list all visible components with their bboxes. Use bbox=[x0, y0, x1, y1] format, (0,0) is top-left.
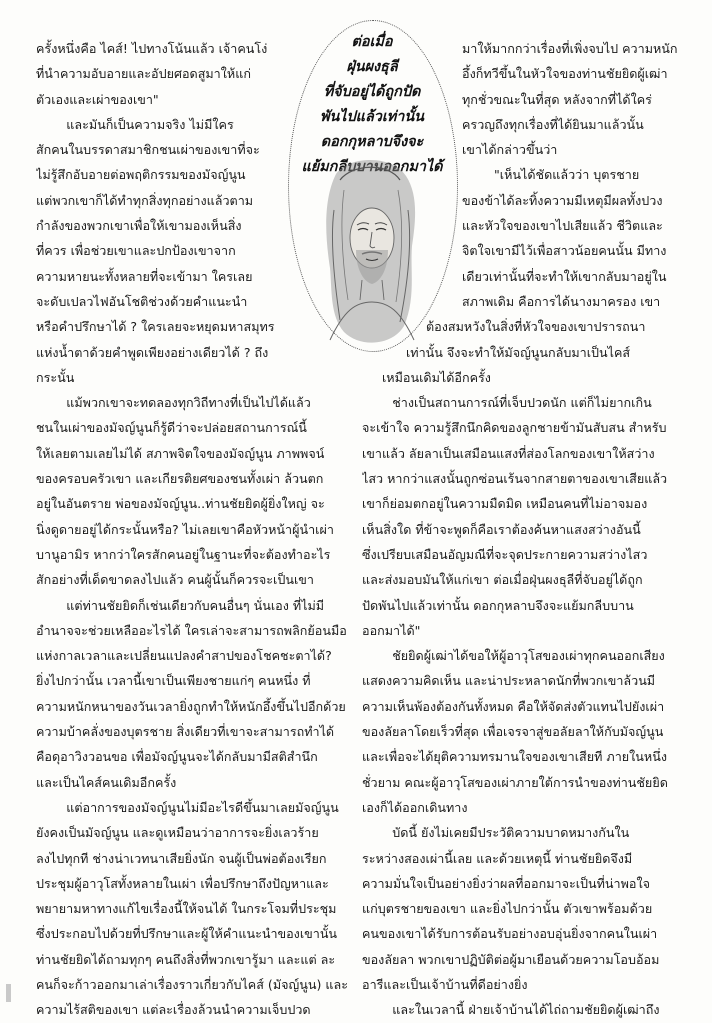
text-line: สภาพเดิม คือการได้นางมาครอง เขา bbox=[462, 293, 661, 309]
text-line: แต่ท่านชัยยิดก็เช่นเดียวกับคนอื่นๆ นั่นเอง ที่ไม่มี bbox=[66, 597, 325, 613]
text-line: อำนาจจะช่วยเหลืออะไรได้ ใครเล่าจะสามารถพลิกย้อนมือ bbox=[36, 622, 347, 638]
text-line: ครั้งหนึ่งคือ ไคส์! ไปทางโน้นแล้ว เจ้าคนโง่ bbox=[36, 41, 268, 56]
text-line: ความมั่นใจเป็นอย่างยิ่งว่าผลที่ออกมาจะเป็นที่น่าพอใจ bbox=[362, 875, 651, 891]
text-line: เองก็ได้ออกเดินทาง bbox=[362, 799, 468, 815]
pull-quote-line: ดอกกุหลาบจึงจะ bbox=[320, 134, 424, 150]
text-line: สักคนในบรรดาสมาชิกชนเผ่าของเขาที่จะ bbox=[36, 142, 260, 158]
text-line: ชนในเผ่าของมัจญ์นูนก็รู้ดีว่าจะปล่อยสถานการณ์นี้ bbox=[36, 420, 307, 436]
pull-quote-line: แย้มกลีบบานออกมาได้ bbox=[301, 159, 443, 175]
text-line: อึ้งก็ทวีขึ้นในหัวใจของท่านชัยยิดผู้เฒ่า bbox=[462, 66, 668, 82]
text-line: ที่นำความอับอายและอัปยศอดสูมาให้แก่ bbox=[36, 66, 251, 82]
text-line: กำลังของพวกเขาเพื่อให้เขามองเห็นสิ่ง bbox=[36, 218, 242, 234]
text-line: จะดับเปลวไฟอันโชติช่วงด้วยคำแนะนำ bbox=[36, 293, 248, 309]
text-line: นิ่งดูดายอยู่ได้กระนั้นหรือ? ไม่เลยเขาคือหัวหน้าผู้นำเผ่า bbox=[36, 521, 334, 537]
text-line: เขาก็ย่อมตกอยู่ในความมืดมิด เหมือนคนที่ไม่อาจมอง bbox=[362, 496, 648, 512]
pull-quote-line: พันไปแล้วเท่านั้น bbox=[319, 109, 425, 125]
text-line: ประชุมผู้อาวุโสทั้งหลายในเผ่า เพื่อปรึกษาถึงปัญหาและ bbox=[36, 875, 329, 891]
text-line: ของข้าได้ละทิ้งความมีเหตุมีผลทั้งปวง bbox=[462, 192, 663, 208]
text-line: ให้เลยตามเลยไม่ได้ สภาพจิตใจของมัจญ์นูน ภาพพจน์ bbox=[36, 445, 325, 461]
pull-quote-line: ฝุ่นผงธุลี bbox=[346, 59, 398, 75]
text-line: อยู่ในอันตราย พ่อของมัจญ์นูน..ท่านชัยยิดผู้ยิ่งใหญ่ จะ bbox=[36, 496, 325, 512]
text-line: พยายามหาทางแก้ไขเรื่องนี้ให้จนได้ ในกระโจมที่ประชุม bbox=[36, 901, 337, 917]
text-line: ออกมาได้" bbox=[362, 622, 421, 638]
text-line: ครวญถึงทุกเรื่องที่ได้ยินมาแล้วนั้น bbox=[462, 116, 644, 132]
text-line: ซึ่งประกอบไปด้วยที่ปรึกษาและผู้ให้คำแนะนำของเขานั้น bbox=[36, 926, 338, 942]
text-line: กระนั้น bbox=[36, 369, 75, 385]
text-line: ชัยยิดผู้เฒ่าได้ขอให้ผู้อาวุโสของเผ่าทุกคนออกเสียง bbox=[392, 648, 665, 664]
text-line: ความหายนะทั้งหลายที่จะเข้ามา ใครเลย bbox=[36, 268, 253, 284]
text-line: บัดนี้ ยังไม่เคยมีประวัติความบาดหมางกันใน bbox=[392, 825, 630, 841]
text-line: ลงไปทุกที ช่างน่าเวทนาเสียยิ่งนัก จนผู้เป็นพ่อต้องเรียก bbox=[36, 850, 327, 866]
text-line: อารีและเป็นเจ้าบ้านที่ดีอย่างยิ่ง bbox=[362, 976, 528, 992]
text-line: เห็นสิ่งใด ที่ข้าจะพูดก็คือเราต้องค้นหาแสงสว่างอันนี้ bbox=[362, 521, 641, 537]
text-line: หรือคำปรึกษาได้ ? ใครเลยจะหยุดมหาสมุทร bbox=[36, 319, 275, 335]
text-line: แห่งกาลเวลาและเปลี่ยนแปลงคำสาปของโชคชะตาได้? bbox=[36, 648, 332, 664]
text-line: ชั่วยาม คณะผู้อาวุโสของเผ่าภายใต้การนำของท่านชัยยิด bbox=[362, 774, 668, 790]
text-line: ต้องสมหวังในสิ่งที่หัวใจของเขาปรารถนา bbox=[426, 319, 646, 335]
text-line: แสดงความคิดเห็น และน่าประหลาดนักที่พวกเขาล้วนมี bbox=[362, 673, 656, 689]
text-line: ของครอบครัวเขา และเกียรติยศของชนทั้งเผ่า ล้วนตก bbox=[36, 471, 324, 487]
text-line: แม้พวกเขาจะทดลองทุกวิถีทางที่เป็นไปได้แล้ว bbox=[66, 395, 311, 411]
text-line: เดียวเท่านั้นที่จะทำให้เขากลับมาอยู่ใน bbox=[462, 268, 667, 284]
text-line: ท่านชัยยิดได้ถามทุกๆ คนถึงสิ่งที่พวกเขารู้มา และแต่ ละ bbox=[36, 951, 336, 967]
text-line: ทุกชั่วขณะในที่สุด หลังจากที่ได้ใคร่ bbox=[462, 91, 652, 107]
text-line: ของลัยลาโดยเร็วที่สุด เพื่อเจรจาสู่ขอลัยลาให้กับมัจญ์นูน bbox=[362, 724, 664, 740]
text-line: ความหนักหนาของวันเวลายิ่งถูกทำให้หนักอึ้งขึ้นไปอีกด้วย bbox=[36, 698, 346, 714]
text-line: เขาได้กล่าวขึ้นว่า bbox=[462, 142, 558, 158]
text-line: แต่อาการของมัจญ์นูนไม่มีอะไรดีขึ้นมาเลยมัจญ์นูน bbox=[66, 799, 339, 815]
text-line: ของลัยลา พวกเขาปฏิบัติต่อผู้มาเยือนด้วยความโอบอ้อม bbox=[362, 951, 660, 967]
text-line: ไม่รู้สึกอับอายต่อพฤติกรรมของมัจญ์นูน bbox=[36, 167, 246, 183]
text-line: ซึ่งเปรียบเสมือนอัญมณีที่จะจุดประกายความสว่างไสว bbox=[362, 546, 648, 562]
text-line: ยิ่งไปกว่านั้น เวลานี้เขาเป็นเพียงชายแก่ๆ คนหนึ่ง ที่ bbox=[36, 673, 311, 689]
text-line: และในเวลานี้ ฝ่ายเจ้าบ้านได้ไถ่ถามชัยยิดผู้เฒ่าถึง bbox=[392, 1002, 660, 1018]
text-line: ยังคงเป็นมัจญ์นูน และดูเหมือนว่าอาการจะยิ่งเลวร้าย bbox=[36, 825, 319, 841]
text-line: และมันก็เป็นความจริง ไม่มีใคร bbox=[66, 116, 234, 132]
portrait-illustration bbox=[300, 150, 440, 350]
text-line: ไสว หากว่าแสงนั้นถูกซ่อนเร้นจากสายตาของเขาเสียแล้ว bbox=[362, 471, 668, 487]
text-line: ความบ้าคลั่งของบุตรชาย สิ่งเดียวที่เขาจะสามารถทำได้ bbox=[36, 724, 335, 740]
text-line: เหมือนเดิมได้อีกครั้ง bbox=[382, 369, 491, 385]
pull-quote-line: ที่จับอยู่ได้ถูกปัด bbox=[323, 84, 421, 100]
text-line: ความไร้สติของเขา แต่ละเรื่องล้วนนำความเจ็บปวด bbox=[36, 1002, 311, 1018]
text-line: ตัวเองและเผ่าของเขา" bbox=[36, 91, 159, 107]
text-line: ช่างเป็นสถานการณ์ที่เจ็บปวดนัก แต่ก็ไม่ยากเกิน bbox=[392, 395, 652, 411]
page-edge-mark bbox=[6, 984, 11, 1002]
text-line: แก่บุตรชายของเขา และยิ่งไปกว่านั้น ตัวเขาพร้อมด้วย bbox=[362, 901, 653, 917]
text-line: คนก็จะก้าวออกมาเล่าเรื่องราวเกี่ยวกับไคส์ (มัจญ์นูน) และ bbox=[36, 976, 348, 992]
text-line: และหัวใจของเขาไปเสียแล้ว ชีวิตและ bbox=[462, 218, 663, 234]
text-line: คือดุอาวิงวอนขอ เพื่อมัจญ์นูนจะได้กลับมามีสติสำนึก bbox=[36, 749, 318, 765]
text-line: จะเข้าใจ ความรู้สึกนึกคิดของลูกชายข้ามันสับสน สำหรับ bbox=[362, 420, 667, 436]
text-line: ความเห็นพ้องต้องกันทั้งหมด คือให้จัดส่งตัวแทนไปยังเผ่า bbox=[362, 698, 665, 714]
text-line: คนของเขาได้รับการต้อนรับอย่างอบอุ่นยิ่งจากคนในเผ่า bbox=[362, 926, 658, 942]
text-line: "เห็นได้ชัดแล้วว่า บุตรชาย bbox=[494, 167, 640, 183]
text-line: แห่งน้ำตาด้วยคำพูดเพียงอย่างเดียวได้ ? ถึง bbox=[36, 344, 269, 360]
text-line: เขาแล้ว ลัยลาเป็นเสมือนแสงที่ส่องโลกของเขาให้สว่าง bbox=[362, 445, 655, 461]
text-line: บานูอามิร หากว่าใครสักคนอยู่ในฐานะที่จะต้องทำอะไร bbox=[36, 546, 331, 562]
text-line: สักอย่างที่เด็ดขาดลงไปแล้ว คนผู้นั้นก็ควรจะเป็นเขา bbox=[36, 572, 314, 588]
text-line: ที่ควร เพื่อช่วยเขาและปกป้องเขาจาก bbox=[36, 243, 236, 259]
text-line: เท่านั้น จึงจะทำให้มัจญ์นูนกลับมาเป็นไคส์ bbox=[406, 344, 631, 360]
text-line: แต่พวกเขาก็ได้ทำทุกสิ่งทุกอย่างแล้วตาม bbox=[36, 192, 254, 208]
text-line: และเพื่อจะได้ยุติความทรมานใจของเขาเสียที ภายในหนึ่ง bbox=[362, 749, 667, 765]
text-line: และส่งมอบมันให้แก่เขา ต่อเมื่อฝุ่นผงธุลีที่จับอยู่ได้ถูก bbox=[362, 572, 643, 588]
text-line: และเป็นไคส์คนเดิมอีกครั้ง bbox=[36, 774, 177, 790]
text-line: จิตใจเขามีไว้เพื่อสาวน้อยคนนั้น มีทาง bbox=[462, 243, 667, 259]
text-line: มาให้มากกว่าเรื่องที่เพิ่งจบไป ความหนัก bbox=[462, 41, 678, 56]
text-line: ระหว่างสองเผ่านี้เลย และด้วยเหตุนี้ ท่านชัยยิดจึงมี bbox=[362, 850, 633, 866]
pull-quote-line: ต่อเมื่อ bbox=[351, 34, 393, 50]
text-line: ปัดพันไปแล้วเท่านั้น ดอกกุหลาบจึงจะแย้มกลีบบาน bbox=[362, 597, 634, 613]
